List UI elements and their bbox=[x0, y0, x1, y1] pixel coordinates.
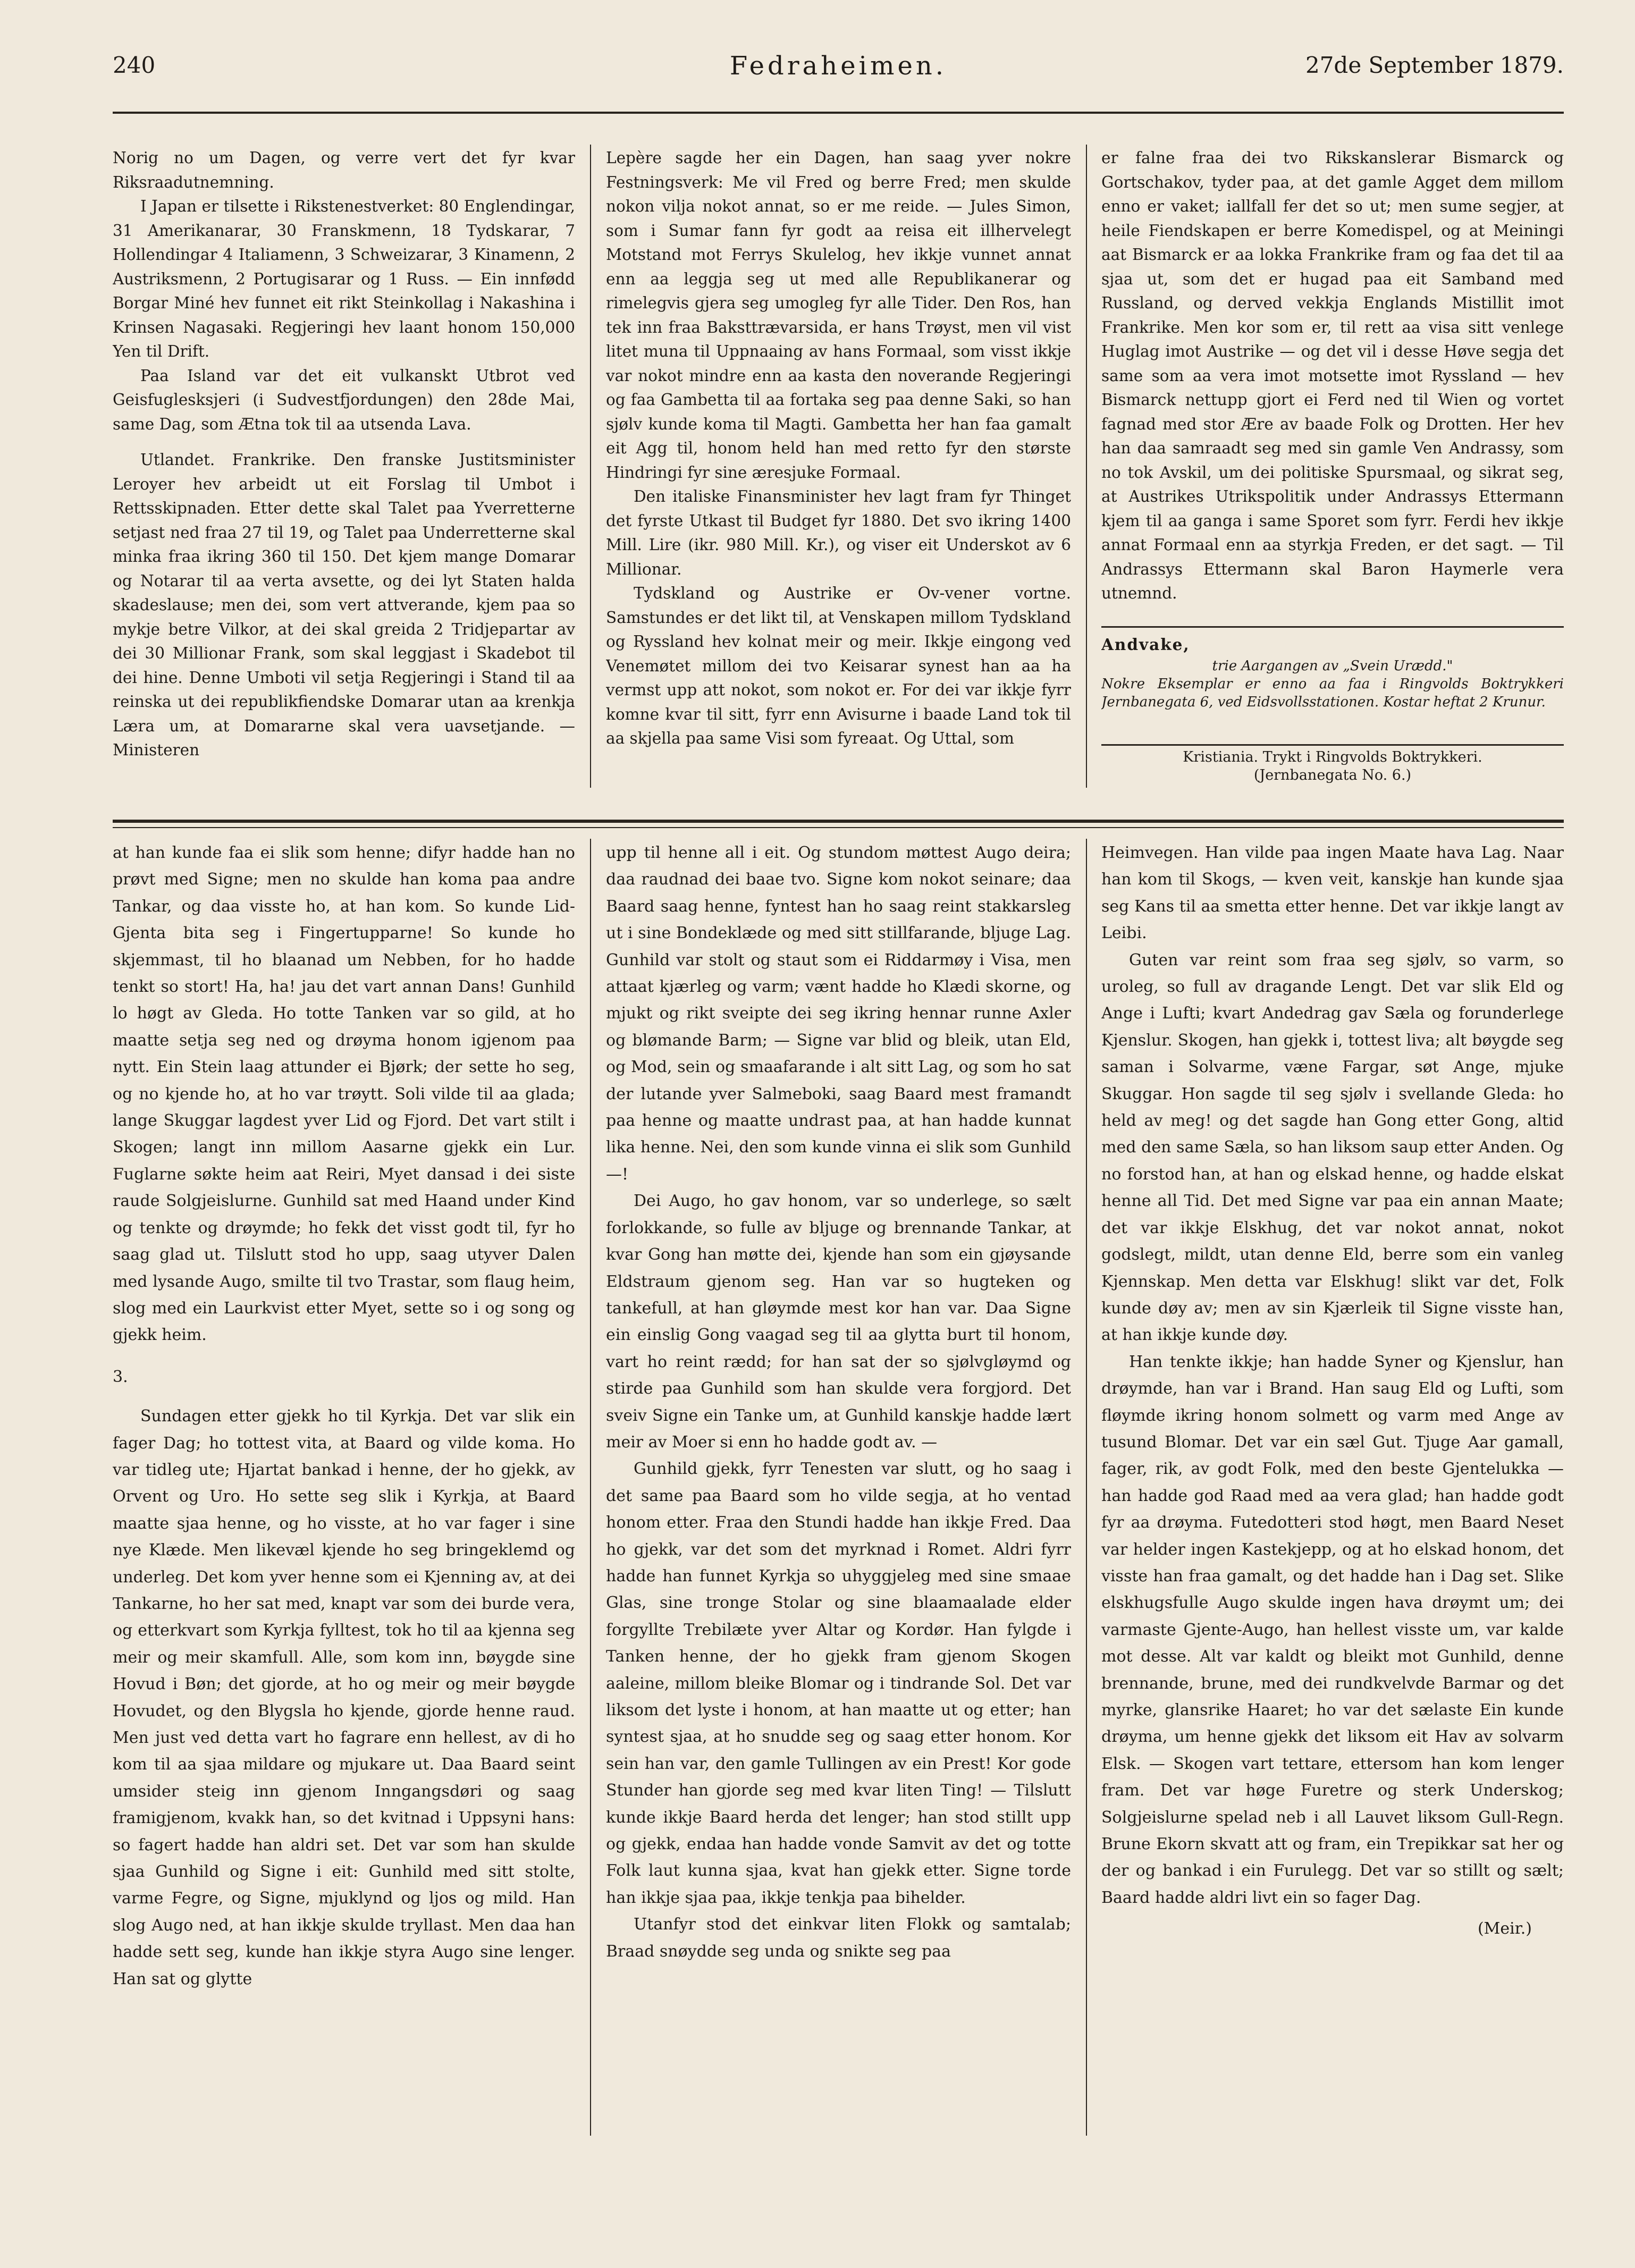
story-paragraph: Dei Augo, ho gav honom, var so underlege, so sælt forlokkande, so fulle av bljuge og brennande Tankar, at kvar Gong han møtte dei, kjende han som ein gjøysande Eldstraum gjenom seg. Han var so hugteken og tankefull, at han gløymde mest kor han var. Daa Signe ein einslig Gong vaagad seg til aa glytta burt til honom, vart ho reint rædd; for han sat der so sjølvgløymd og stirde paa Gunhild som han skulde vera forgjord. Det sveiv Signe ein Tanke um, at Gunhild kanskje hadde lært meir av Moer si enn ho hadde godt av. — bbox=[606, 1192, 1071, 1452]
upper-column-2 bbox=[606, 146, 1071, 787]
ad-text: Nokre Eksemplar er enno aa faa i Ringvolds Boktrykkeri Jernbanegata 6, ved Eidsvollsstationen. Kostar heftat 2 Krunur. bbox=[1101, 676, 1564, 710]
news-paragraph: Den italiske Finansminister hev lagt fram fyr Thinget det fyrste Utkast til Budget fyr 1880. Det svo ikring 1400 Mill. Lire (ikr. 980 Mill. Kr.), og viser eit Underskot av 6 Millionar. bbox=[606, 487, 1071, 578]
chapter-number: 3. bbox=[113, 1367, 128, 1386]
continued-note: (Meir.) bbox=[1477, 1919, 1532, 1938]
news-paragraph: Tydskland og Austrike er Ov-vener vortne. Samstundes er det likt til, at Venskapen millom Tydskland og Ryssland hev kolnat meir og meir. Ikkje eingong ved Venemøtet millom dei tvo Keisarar synest han aa ha vermst upp att nokot, som nokot er. For dei var ikkje fyrr komne kvar til sitt, fyrr enn Avisurne i baade Land tok til aa skjella paa same Visi som fyreaat. Og Uttal, som bbox=[606, 584, 1071, 747]
page-header bbox=[113, 52, 1564, 95]
ad-top-rule bbox=[1101, 626, 1564, 628]
news-paragraph: I Japan er tilsette i Rikstenestverket: 80 Englendingar, 31 Amerikanarar, 30 Franskmenn, 18 Tydskarar, 7 Hollendingar 4 Italiamenn, 3 Schweizarar, 3 Kinamenn, 2 Austriksmenn, 2 Portugisarar og 1 Russ. — Ein innfødd Borgar Miné hev funnet eit rikt Steinkollag i Nakashina i Krinsen Nagasaki. Regjeringi hev laant honom 150,000 Yen til Drift. bbox=[113, 197, 575, 360]
section-rule-thin bbox=[113, 827, 1564, 828]
news-paragraph: Norig no um Dagen, og verre vert det fyr kvar Riksraadutnemning. bbox=[113, 149, 575, 191]
masthead-title: Fedraheimen. bbox=[729, 51, 947, 81]
ad-subtitle: trie Aargangen av „Svein Urædd." bbox=[1212, 657, 1453, 674]
story-paragraph: at han kunde faa ei slik som henne; difyr hadde han no prøvt med Signe; men no skulde han koma paa andre Tankar, og daa visste ho, at han kom. So kunde Lid-Gjenta bita seg i Fingertupparne! So kunde ho skjemmast, til ho blaanad um Nebben, for ho hadde tenkt so stort! Ha, ha! jau det vart annan Dans! Gunhild lo høgt av Gleda. Ho totte Tanken var so gild, at ho maatte setja seg ned og drøyma honom igjenom paa nytt. Ein Stein laag attunder ei Bjørk; der sette ho seg, og no kjende ho, at ho var trøytt. Soli vilde til aa glada; lange Skuggar lagdest yver Lid og Fjord. Det vart stilt i Skogen; langt inn millom Aasarne gjekk ein Lur. Fuglarne søkte heim aat Reiri, Myet dansad i dei siste raude Solgjeislurne. Gunhild sat med Haand under Kind og tenkte og drøymde; ho fekk det visst godt til, fyr ho saag glad ut. Tilslutt stod ho upp, saag utyver Dalen med lysande Augo, smilte til tvo Trastar, som flaug heim, slog med ein Laurkvist etter Myet, sette so i og song og gjekk heim. bbox=[113, 844, 575, 1345]
printer-line: (Jernbanegata No. 6.) bbox=[1253, 767, 1412, 783]
story-paragraph: Guten var reint som fraa seg sjølv, so varm, so uroleg, so full av dragande Lengt. Det var slik Eld og Ange i Lufti; kvart Andedrag gav Sæla og forunderlege Kjenslur. Skogen, han gjekk i, tottest liva; alt bøygde seg saman i Solvarme, væne Fargar, søt Ange, mjuke Skuggar. Hon sagde til seg sjølv i svellande Gleda: ho held av meg! og det sagde han Gong etter Gong, altid med den same Sæla, so han liksom saup etter Anden. Og no forstod han, at han og elskad henne, og hadde elskat henne all Tid. Det med Signe var paa ein annan Maate; det var ikkje Elskhug, det var nokot annat, nokot godslegt, mildt, utan denne Eld, berre som ein vanleg Kjennskap. Men detta var Elskhug! slikt var det, Folk kunde døy av; men av sin Kjærleik til Signe visste han, at han ikkje kunde døy. bbox=[1101, 950, 1564, 1345]
lower-column-1 bbox=[113, 840, 575, 2137]
column-divider bbox=[1086, 839, 1087, 2136]
column-divider bbox=[590, 145, 591, 788]
story-paragraph: upp til henne all i eit. Og stundom møttest Augo deira; daa raudnad dei baae tvo. Signe kom nokot seinare; daa Baard saag henne, fyntest han ho saag reint stakkarsleg ut i sine Bondeklæde og med sitt stillfarande, bljuge Lag. Gunhild var stolt og staut som ei Riddarmøy i Visa, men attaat kjærleg og varm; vænt hadde ho Klædi skorne, og mjukt og rikt sveipte dei seg ikring hennar runne Axler og blømande Barm; — Signe var blid og bleik, utan Eld, og Mod, sein og smaafarande i alt sitt Lag, og som ho sat der lutande yver Salmeboki, saag Baard mest framandt paa henne og maatte undrast paa, at han hadde kunnat lika henne. Nei, den som kunde vinna ei slik som Gunhild —! bbox=[606, 844, 1071, 1184]
header-rule bbox=[113, 112, 1564, 114]
news-paragraph: Utlandet. Frankrike. Den franske Justitsminister Leroyer hev arbeidt ut eit Forslag til Umbot i Rettsskipnaden. Etter dette skal Talet paa Yverretterne setjast ned fraa 27 til 19, og Talet paa Underretterne skal minka fraa ikring 360 til 150. Det kjem mange Domarar og Notarar til aa verta avsette, og dei lyt Staten halda skadeslause; men dei, som vert attverande, kjem paa so mykje betre Vilkor, at dei skal greida 2 Tridjepartar av dei 30 Millionar Frank, som skal leggjast i Skadebot til dei hine. Denne Umboti vil setja Regjeringi i Stand til aa reinska ut dei republikfiendske Domarar utan aa krenkja Læra um, at Domararne skal vera uavsetjande. — Ministeren bbox=[113, 451, 575, 759]
story-paragraph: Han tenkte ikkje; han hadde Syner og Kjenslur, han drøymde, han var i Brand. Han saug Eld og Lufti, som fløymde ikring honom solmett og varm med Ange av tusund Blomar. Det var ein sæl Gut. Tjuge Aar gamall, fager, rik, av godt Folk, med den beste Gjentelukka — han hadde god Raad med aa vera glad; han hadde godt fyr aa drøyma. Futedotteri stod høgt, men Baard Neset var helder ingen Kastekjepp, og at ho elskad honom, det visste han fraa gamalt, og det hadde han i Dag set. Slike elskhugsfulle Augo skulde ingen hava drøymt um; dei varmaste Gjente-Augo, han hellest visste um, var kalde mot desse. Alt var kaldt og bleikt mot Gunhild, denne brennande, brune, med dei rundkvelvde Barmar og det myrke, glansrike Haaret; ho var det sælaste Ein kunde drøyma, um henne gjekk det liksom eit Hav av solvarm Elsk. — Skogen vart tettare, ettersom han kom lenger fram. Det var høge Furetre og sterk Underskog; Solgjeislurne spelad neb i all Lauvet liksom Gull-Regn. Brune Ekorn skvatt att og fram, ein Trepikkar sat her og der og bankad i ein Furulegg. Det var so stillt og sælt; Baard hadde aldri livt ein so fager Dag. bbox=[1101, 1352, 1564, 1907]
story-paragraph: Sundagen etter gjekk ho til Kyrkja. Det var slik ein fager Dag; ho tottest vita, at Baard og vilde koma. Ho var tidleg ute; Hjartat bankad i henne, der ho gjekk, av Orvent og Uro. Ho sette seg slik i Kyrkja, at Baard maatte sjaa henne, og ho visste, at ho var fager i sine nye Klæde. Men likevæl kjende ho seg bringeklemd og underleg. Det kom yver henne som ei Kjenning av, at dei Tankarne, ho her sat med, knapt var som dei burde vera, og etterkvart som Kyrkja fylltest, tok ho til aa kjenna seg meir og meir skamfull. Alle, som kom inn, bøygde sine Hovud i Bøn; det gjorde, at ho og meir og meir bøygde Hovudet, og den Blygsla ho kjende, gjorde henne raud. Men just ved detta vart ho fagrare enn hellest, av di ho kom til aa sjaa mildare og mjukare ut. Daa Baard seint umsider steig inn gjenom Inngangsdøri og saag framigjenom, kvakk han, so det kvitnad i Uppsyni hans: so fagert hadde han aldri set. Det var som han skulde sjaa Gunhild og Signe i eit: Gunhild med sitt stolte, varme Fegre, og Signe, mjuklynd og ljos og mild. Han slog Augo ned, at han ikkje skulde tryllast. Men daa han hadde sett seg, kunde han ikkje styra Augo sine lenger. Han sat og glytte bbox=[113, 1407, 575, 1988]
upper-column-3 bbox=[1101, 146, 1564, 625]
ad-title: Andvake, bbox=[1101, 635, 1190, 654]
section-rule bbox=[113, 820, 1564, 823]
printer-imprint bbox=[1101, 748, 1564, 791]
upper-column-1 bbox=[113, 146, 575, 787]
ad-bottom-rule bbox=[1101, 744, 1564, 746]
news-paragraph: Lepère sagde her ein Dagen, han saag yver nokre Festningsverk: Me vil Fred og berre Fred; men skulde nokon vilja nokot annat, so er me reide. — Jules Simon, som i Sumar fann fyr godt aa reisa eit illhervelegt Motstand mot Ferrys Skulelog, hev ikkje vunnet annat enn aa leggja seg ut med alle Republikanerar og rimelegvis gjera seg umogleg fyr alle Tider. Den Ros, han tek inn fraa Baksttrævarsida, er hans Trøyst, men vil vist litet muna til Uppnaaing av hans Formaal, som visst ikkje var nokot mindre enn aa kasta den noverande Regjeringi og faa Gambetta til aa fortaka seg paa denne Saki, so han sjølv kunde koma til Magti. Gambetta her han faa gamalt eit Agg til, honom held han med retto fyr den største Hindringi fyr sine æresjuke Formaal. bbox=[606, 149, 1071, 482]
andvake-advertisement bbox=[1101, 633, 1564, 749]
issue-date: 27de September 1879. bbox=[1305, 52, 1564, 78]
lower-column-3 bbox=[1101, 840, 1564, 2137]
story-paragraph: Heimvegen. Han vilde paa ingen Maate hava Lag. Naar han kom til Skogs, — kven veit, kanskje han kunde sjaa seg Kans til aa smetta etter henne. Det var ikkje langt av Leibi. bbox=[1101, 844, 1564, 943]
printer-line: Kristiania. Trykt i Ringvolds Boktrykkeri. bbox=[1183, 749, 1482, 765]
story-paragraph: Utanfyr stod det einkvar liten Flokk og samtalab; Braad snøydde seg unda og snikte seg paa bbox=[606, 1915, 1071, 1961]
news-paragraph: Paa Island var det eit vulkanskt Utbrot ved Geisfuglesksjeri (i Sudvestfjordungen) den 28de Mai, same Dag, som Ætna tok til aa utsenda Lava. bbox=[113, 366, 575, 433]
lower-column-2 bbox=[606, 840, 1071, 2137]
column-divider bbox=[590, 839, 591, 2136]
news-paragraph: er falne fraa dei tvo Rikskanslerar Bismarck og Gortschakov, tyder paa, at det gamle Agget dem millom enno er vaket; iallfall fer det so ut; men sume segjer, at heile Fiendskapen er berre Komedispel, og at Meiningi aat Bismarck er aa lokka Frankrike fram og faa det til aa sjaa ut, som det er hugad paa eit Samband med Russland, og derved vekkja Englands Mistillit imot Frankrike. Men kor som er, til rett aa visa sitt venlege Huglag imot Austrike — og det vil i desse Høve segja det same som aa vera imot motsette imot Ryssland — hev Bismarck nettupp gjort ei Ferd ned til Wien og vortet fagnad med stor Ære av baade Folk og Drotten. Her hev han daa samraadt seg med sin gamle Ven Andrassy, som no tok Avskil, um dei politiske Spursmaal, og sikrat seg, at Austrikes Utrikspolitik under Andrassys Ettermann kjem til aa ganga i same Sporet som fyrr. Ferdi hev ikkje annat Formaal enn aa styrkja Freden, er det sagt. — Til Andrassys Ettermann skal Baron Haymerle vera utnemnd. bbox=[1101, 149, 1564, 602]
column-divider bbox=[1086, 145, 1087, 788]
page-number: 240 bbox=[113, 52, 156, 78]
story-paragraph: Gunhild gjekk, fyrr Tenesten var slutt, og ho saag i det same paa Baard som ho vilde segja, at ho ventad honom etter. Fraa den Stundi hadde han ikkje Fred. Daa ho gjekk, var det som det myrknad i Romet. Aldri fyrr hadde han funnet Kyrkja so uhyggjeleg med sine smaae Glas, sine tronge Stolar og sine blaamaalade elder forgyllte Trebilæte yver Altar og Kordør. Han fylgde i Tanken henne, der ho gjekk fram gjenom Skogen aaleine, millom bleike Blomar og i tindrande Sol. Det var liksom det lyste i honom, at han maatte ut og etter; han syntest sjaa, at ho snudde seg og saag etter honom. Kor sein han var, den gamle Tullingen av ein Prest! Kor gode Stunder han gjorde seg med kvar liten Ting! — Tilslutt kunde ikkje Baard herda det lenger; han stod stillt upp og gjekk, endaa han hadde vonde Samvit av det og totte Folk laut kunna sjaa, kvat han gjekk etter. Signe torde han ikkje sjaa paa, ikkje tenkja paa bihelder. bbox=[606, 1460, 1071, 1907]
